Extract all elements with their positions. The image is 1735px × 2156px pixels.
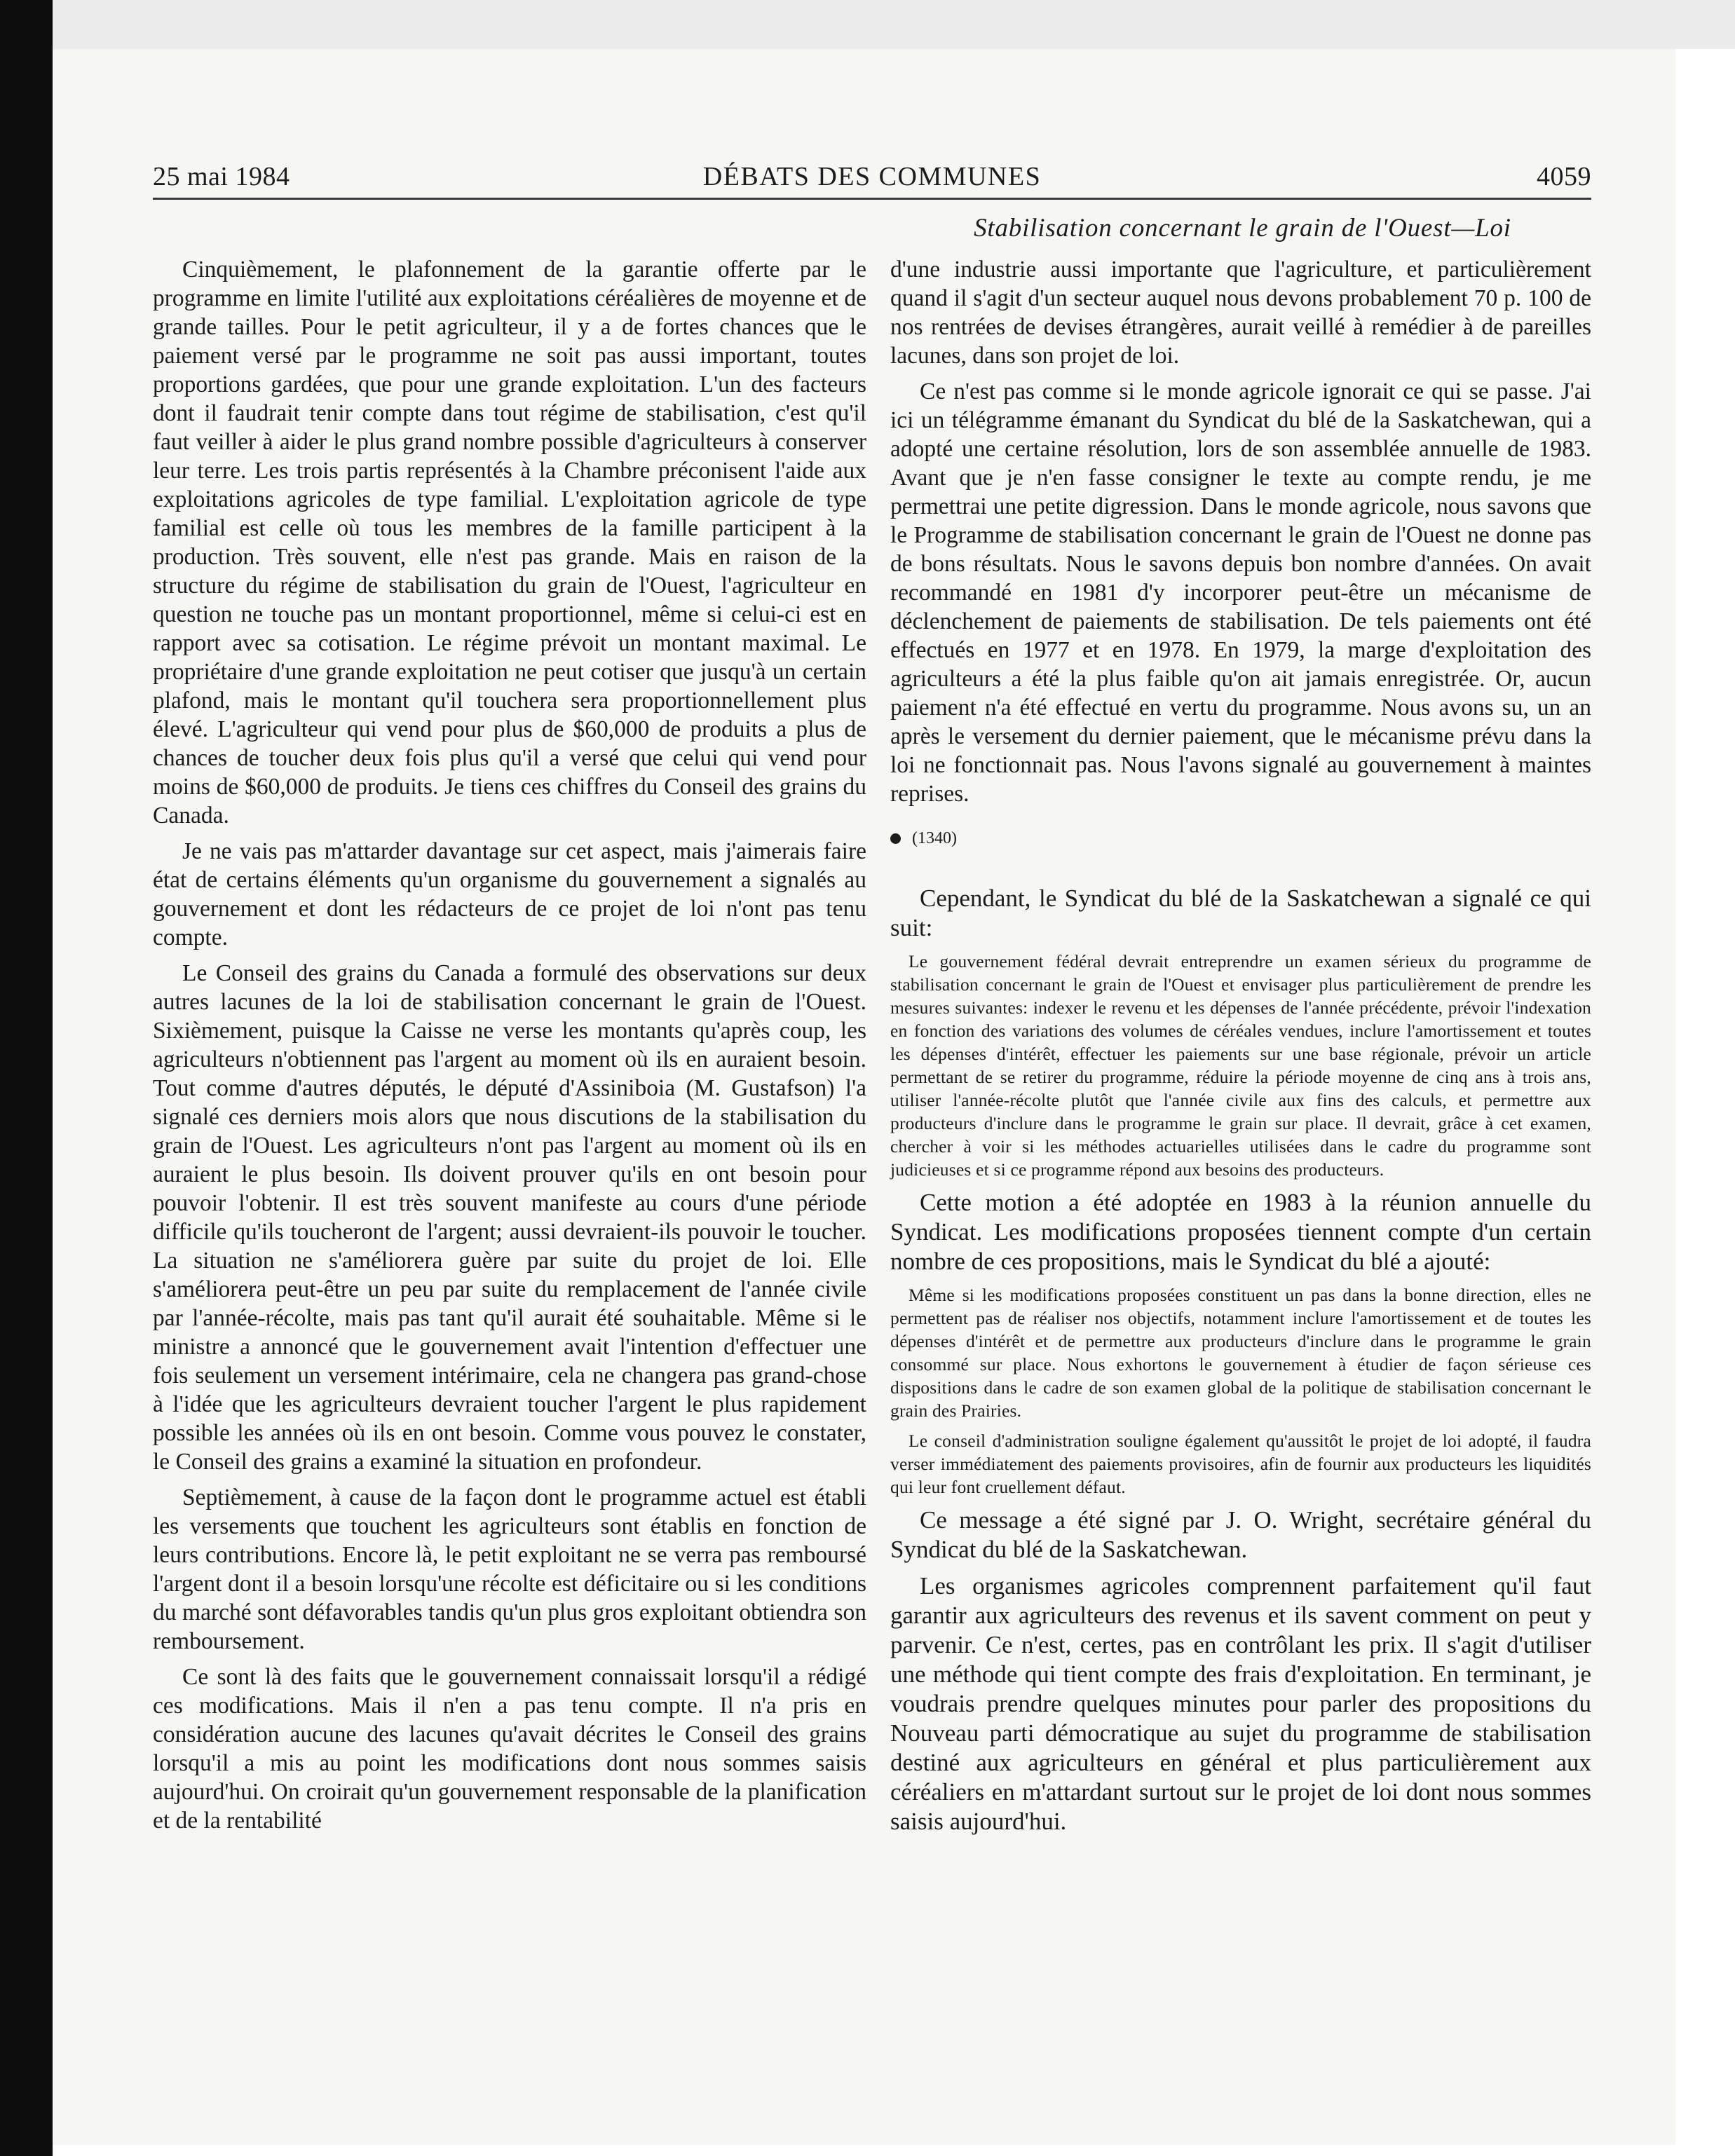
page-header [153, 161, 1591, 200]
left-column [153, 255, 866, 1842]
time-marker [890, 828, 1591, 849]
header-title: DÉBATS DES COMMUNES [702, 162, 1042, 191]
header-date: 25 mai 1984 [153, 162, 290, 191]
paragraph: Les organismes agricoles comprennent parfaitement qu'il faut garantir aux agriculteurs des revenus et ils savent comment on peut y parvenir. Ce n'est, certes, pas en contrôlant les prix. Il s'agit d'utiliser une méthode qui tient compte des frais d'exploitation. En terminant, je voudrais prendre quelques minutes pour parler des propositions du Nouveau parti démocratique au sujet du programme de stabilisation destiné aux agriculteurs en général et plus particulièrement aux céréaliers en m'attardant surtout sur le projet de loi dont nous sommes saisis aujourd'hui. [890, 1572, 1591, 1835]
block-quote: Même si les modifications proposées constituent un pas dans la bonne direction, elles ne permettent pas de réaliser nos objectifs, notamment inclure l'amortissement et de toutes les dépenses d'intérêt et de permettre aux producteurs d'inclure dans le programme le grain consommé sur place. Nous exhortons le gouvernement à étudier de façon sérieuse ces dispositions dans le cadre de son examen global de la politique de stabilisation concernant le grain des Prairies. [890, 1285, 1591, 1421]
paragraph: Cette motion a été adoptée en 1983 à la réunion annuelle du Syndicat. Les modifications proposées tiennent compte d'un certain nombre de ces propositions, mais le Syndicat du blé a ajouté: [890, 1189, 1591, 1275]
scan-border [0, 0, 53, 2156]
paragraph: Cependant, le Syndicat du blé de la Saskatchewan a signalé ce qui suit: [890, 885, 1591, 941]
scan-margin [53, 0, 1735, 49]
paragraph: Septièmement, à cause de la façon dont le programme actuel est établi les versements que touchent les agriculteurs sont établis en fonction de leurs contributions. Encore là, le petit exploitant ne se verra pas remboursé l'argent dont il a besoin lorsqu'une récolte est déficitaire ou si les conditions du marché sont défavorables tandis qu'un plus gros exploitant obtiendra son remboursement. [153, 1485, 866, 1654]
paragraph: Ce sont là des faits que le gouvernement connaissait lorsqu'il a rédigé ces modifications. Mais il n'en a pas tenu compte. Il n'a pris en considération aucune des lacunes qu'avait décrites le Conseil des grains lorsqu'il a mis au point les modifications dont nous sommes saisis aujourd'hui. On croirait qu'un gouvernement responsable de la planification et de la rentabilité [153, 1664, 866, 1834]
paragraph: Ce n'est pas comme si le monde agricole ignorait ce qui se passe. J'ai ici un télégramme émanant du Syndicat du blé de la Saskatchewan, qui a adopté une certaine résolution, lors de son assemblée annuelle de 1983. Avant que je n'en fasse consigner le texte au compte rendu, je me permettrai une petite digression. Dans le monde agricole, nous savons que le Programme de stabilisation concernant le grain de l'Ouest ne donne pas de bons résultats. Nous le savons depuis bon nombre d'années. On avait recommandé en 1981 d'y incorporer peut-être un mécanisme de déclenchement de paiements de stabilisation. De tels paiements ont été effectués en 1977 et en 1978. En 1979, la marge d'exploitation des agriculteurs a été la plus faible qu'on ait jamais enregistrée. Or, aucun paiement n'a été effectué en vertu du programme. Nous avons su, un an après le versement du dernier paiement, que le mécanisme prévu dans la loi ne fonctionnait pas. Nous l'avons signalé au gouvernement à maintes reprises. [890, 378, 1591, 807]
time-marker-label: (1340) [912, 829, 957, 847]
block-quote: Le gouvernement fédéral devrait entreprendre un examen sérieux du programme de stabilisation concernant le grain de l'Ouest et envisager plus particulièrement de prendre les mesures suivantes: indexer le revenu et les dépenses de l'année précédente, prévoir l'indexation en fonction des variations des volumes de céréales vendues, inclure l'amortissement et toutes les dépenses d'intérêt, effectuer les paiements sur une base régionale, prévoir un article permettant de se retirer du programme, réduire la période moyenne de cinq ans à trois ans, utiliser l'année-récolte plutôt que l'année civile aux fins des calculs, et permettre aux producteurs d'inclure dans le programme le grain sur place. Il devrait, grâce à cet examen, chercher à voir si les méthodes actuarielles utilisées dans le cadre du programme sont judicieuses et si ce programme répond aux besoins des producteurs. [890, 951, 1591, 1180]
right-column [890, 255, 1591, 1843]
block-quote: Le conseil d'administration souligne également qu'aussitôt le projet de loi adopté, il faudra verser immédiatement des paiements provisoires, afin de fournir aux producteurs les liquidités qui leur font cruellement défaut. [890, 1431, 1591, 1497]
paragraph: Je ne vais pas m'attarder davantage sur cet aspect, mais j'aimerais faire état de certains éléments qu'un organisme du gouvernement a signalés au gouvernement et dont les rédacteurs de ce projet de loi n'ont pas tenu compte. [153, 838, 866, 950]
bullet-dot-icon [890, 833, 901, 844]
running-head: Stabilisation concernant le grain de l'Ouest—Loi [974, 214, 1511, 243]
paragraph: Cinquièmement, le plafonnement de la garantie offerte par le programme en limite l'utilité aux exploitations céréalières de moyenne et de grande tailles. Pour le petit agriculteur, il y a de fortes chances que le paiement versé par le programme ne soit pas aussi important, toutes proportions gardées, que pour une grande exploitation. L'un des facteurs dont il faudrait tenir compte dans tout régime de stabilisation, c'est qu'il faut veiller à aider le plus grand nombre possible d'agriculteurs à conserver leur terre. Les trois partis représentés à la Chambre préconisent l'aide aux exploitations agricoles de type familial. L'exploitation agricole de type familial est celle où tous les membres de la famille participent à la production. Très souvent, elle n'est pas grande. Mais en raison de la structure du régime de stabilisation du grain de l'Ouest, l'agriculteur en question ne touche pas un montant proportionnel, même si celui-ci est en rapport avec sa cotisation. Le régime prévoit un montant maximal. Le propriétaire d'une grande exploitation ne peut cotiser que jusqu'à un certain plafond, mais le montant qu'il touchera sera proportionnellement plus élevé. L'agriculteur qui vend pour plus de $60,000 de produits a plus de chances de toucher deux fois plus qu'il a versé que celui qui vend pour moins de $60,000 de produits. Je tiens ces chiffres du Conseil des grains du Canada. [153, 257, 866, 828]
page-number: 4059 [1537, 162, 1591, 191]
paragraph-continuation: d'une industrie aussi importante que l'agriculture, et particulièrement quand il s'agit d'un secteur auquel nous devons probablement 70 p. 100 de nos rentrées de devises étrangères, aurait veillé à remédier à de pareilles lacunes, dans son projet de loi. [890, 257, 1591, 369]
paragraph: Ce message a été signé par J. O. Wright, secrétaire général du Syndicat du blé de la Saskatchewan. [890, 1506, 1591, 1563]
paragraph: Le Conseil des grains du Canada a formulé des observations sur deux autres lacunes de la loi de stabilisation concernant le grain de l'Ouest. Sixièmement, puisque la Caisse ne verse les montants qu'après coup, les agriculteurs n'obtiennent pas l'argent au moment où ils en auraient besoin. Tout comme d'autres députés, le député d'Assiniboia (M. Gustafson) l'a signalé ces derniers mois alors que nous discutions de la stabilisation du grain de l'Ouest. Les agriculteurs n'ont pas l'argent au moment où ils en auraient le plus besoin. Ils doivent prouver qu'ils en ont besoin pour pouvoir l'obtenir. Il est très souvent manifeste au cours d'une période difficile qu'ils toucheront de l'argent; aussi devraient-ils pouvoir le toucher. La situation ne s'améliorera guère par suite du projet de loi. Elle s'améliorera peut-être un peu par suite du remplacement de l'année civile par l'année-récolte, mais pas tant qu'il aurait été souhaitable. Même si le ministre a annoncé que le gouvernement avait l'intention d'effectuer une fois seulement un versement intérimaire, cela ne changera pas grand-chose à l'idée que les agriculteurs devraient toucher l'argent le plus rapidement possible les années où ils en ont besoin. Comme vous pouvez le constater, le Conseil des grains a examiné la situation en profondeur. [153, 960, 866, 1475]
header-rule [153, 198, 1591, 200]
